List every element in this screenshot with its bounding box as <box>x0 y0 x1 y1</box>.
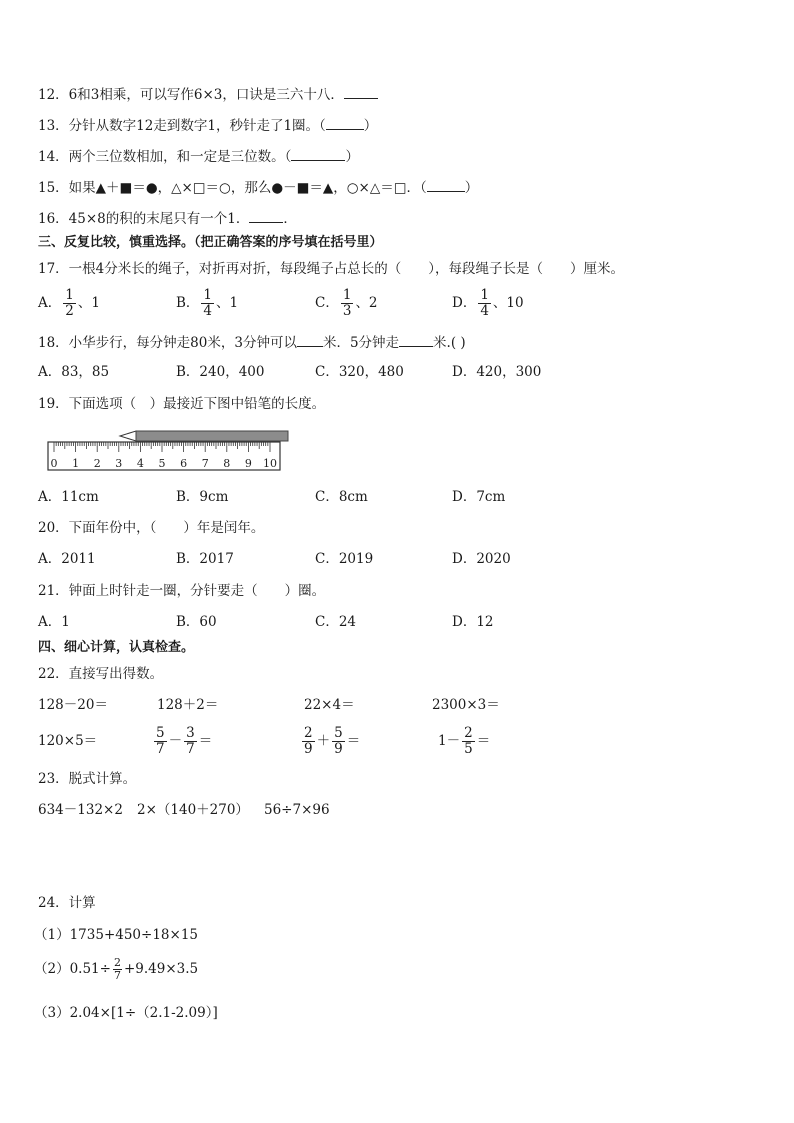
q20-option-b[interactable]: B．2017 <box>176 551 234 567</box>
question-20: 20．下面年份中，（ ）年是闰年。 <box>38 520 265 536</box>
q17-option-b[interactable]: B． $\frac{1}{4}$ 、1 <box>176 287 239 319</box>
calc-item: 56÷7×96 <box>264 802 330 818</box>
calc-item: 22×4＝ <box>304 697 355 713</box>
fraction: $\frac{5}{9}$ <box>334 724 343 757</box>
calc-item: 634－132×2 <box>38 802 123 818</box>
calc-item: $\frac{5}{7}$ － $\frac{3}{7}$ ＝ <box>156 724 213 757</box>
q19-option-d[interactable]: D．7cm <box>452 489 506 505</box>
question-15: 15．如果▲＋■＝●，△×□＝○，那么●－■＝▲，○×△＝□．（ ） <box>38 177 478 197</box>
ruler-label: 1 <box>72 457 80 470</box>
answer-blank[interactable] <box>249 208 283 223</box>
q18-option-a[interactable]: A．83，85 <box>38 364 110 380</box>
ruler-label: 8 <box>223 457 231 470</box>
ruler-label: 7 <box>201 457 209 470</box>
ruler-label: 3 <box>115 457 123 470</box>
ruler-label: 4 <box>136 457 144 470</box>
q17-option-c[interactable]: C． $\frac{1}{3}$ 、2 <box>315 287 378 319</box>
ruler-label: 6 <box>180 457 188 470</box>
q20-option-a[interactable]: A．2011 <box>38 551 96 567</box>
answer-blank[interactable] <box>399 332 433 347</box>
pencil-icon <box>120 431 288 441</box>
calc-item: 2×（140＋270） <box>137 802 249 818</box>
question-17: 17．一根4分米长的绳子，对折再对折，每段绳子占总长的（ ），每段绳子长是（ ）厘米。 <box>38 261 625 277</box>
answer-blank[interactable] <box>297 332 323 347</box>
fraction: $\frac{1}{4}$ <box>480 287 489 319</box>
ruler-label: 9 <box>244 457 252 470</box>
fraction: $\frac{1}{3}$ <box>342 287 352 319</box>
calc-item: 128＋2＝ <box>157 697 219 713</box>
q17-option-d[interactable]: D． $\frac{1}{4}$ 、10 <box>452 287 524 319</box>
q18-option-d[interactable]: D．420，300 <box>452 364 542 380</box>
q21-option-d[interactable]: D．12 <box>452 614 494 630</box>
fraction: $\frac{2}{9}$ <box>304 724 313 757</box>
question-19: 19．下面选项（ ）最接近下图中铅笔的长度。 <box>38 396 326 412</box>
q19-option-b[interactable]: B．9cm <box>176 489 229 505</box>
q21-option-a[interactable]: A．1 <box>38 614 70 630</box>
calc-item: （3）2.04×[1÷（2.1-2.09）] <box>34 1005 218 1021</box>
q20-option-c[interactable]: C．2019 <box>315 551 374 567</box>
question-16: 16．45×8的积的末尾只有一个1． ． <box>38 208 297 228</box>
question-24: 24．计算 <box>38 895 96 911</box>
calc-item: 128－20＝ <box>38 697 108 713</box>
fraction: $\frac{2}{7}$ <box>113 955 121 982</box>
answer-blank[interactable] <box>291 146 345 161</box>
fraction: $\frac{1}{2}$ <box>65 287 74 319</box>
question-13: 13．分针从数字12走到数字1，秒针走了1圈。（ ） <box>38 115 377 135</box>
question-14: 14．两个三位数相加，和一定是三位数。（ ） <box>38 146 359 166</box>
ruler-label: 10 <box>263 457 277 470</box>
q18-option-c[interactable]: C．320，480 <box>315 364 404 380</box>
question-21: 21．钟面上时针走一圈，分针要走（ ）圈。 <box>38 583 326 599</box>
calc-item: 120×5＝ <box>38 733 98 749</box>
question-23: 23．脱式计算。 <box>38 771 137 787</box>
answer-blank[interactable] <box>427 177 465 192</box>
calc-item: $\frac{2}{9}$ ＋ $\frac{5}{9}$ ＝ <box>304 724 361 757</box>
q18-option-b[interactable]: B．240，400 <box>176 364 265 380</box>
answer-blank[interactable] <box>326 115 364 130</box>
question-18: 18．小华步行，每分钟走80米，3分钟可以 米．5分钟走 米.( ) <box>38 332 466 352</box>
question-12: 12．6和3相乘，可以写作6×3，口诀是三六十八． <box>38 84 378 104</box>
calc-item: 2300×3＝ <box>432 697 500 713</box>
q17-option-a[interactable]: A． $\frac{1}{2}$ 、1 <box>38 287 100 319</box>
fraction: $\frac{1}{4}$ <box>203 287 213 319</box>
section-3-title: 三、反复比较，慎重选择。（把正确答案的序号填在括号里） <box>38 235 383 250</box>
ruler-label: 5 <box>158 457 166 470</box>
q19-option-c[interactable]: C．8cm <box>315 489 368 505</box>
fraction: $\frac{5}{7}$ <box>156 724 165 757</box>
fraction: $\frac{3}{7}$ <box>186 724 195 757</box>
q19-option-a[interactable]: A．11cm <box>38 489 99 505</box>
fraction: $\frac{2}{5}$ <box>464 724 473 757</box>
question-22: 22．直接写出得数。 <box>38 666 164 682</box>
calc-item: 1－ $\frac{2}{5}$ ＝ <box>438 724 491 757</box>
calc-item: （2）0.51÷ $\frac{2}{7}$ +9.49×3.5 <box>34 955 199 982</box>
ruler-label: 2 <box>93 457 101 470</box>
calc-item: （1）1735+450÷18×15 <box>34 927 199 943</box>
q20-option-d[interactable]: D．2020 <box>452 551 511 567</box>
q21-option-b[interactable]: B．60 <box>176 614 217 630</box>
q21-option-c[interactable]: C．24 <box>315 614 357 630</box>
ruler-pencil-figure <box>44 428 290 474</box>
ruler-label: 0 <box>50 457 58 470</box>
answer-blank[interactable] <box>344 84 378 99</box>
section-4-title: 四、细心计算，认真检查。 <box>38 640 195 655</box>
